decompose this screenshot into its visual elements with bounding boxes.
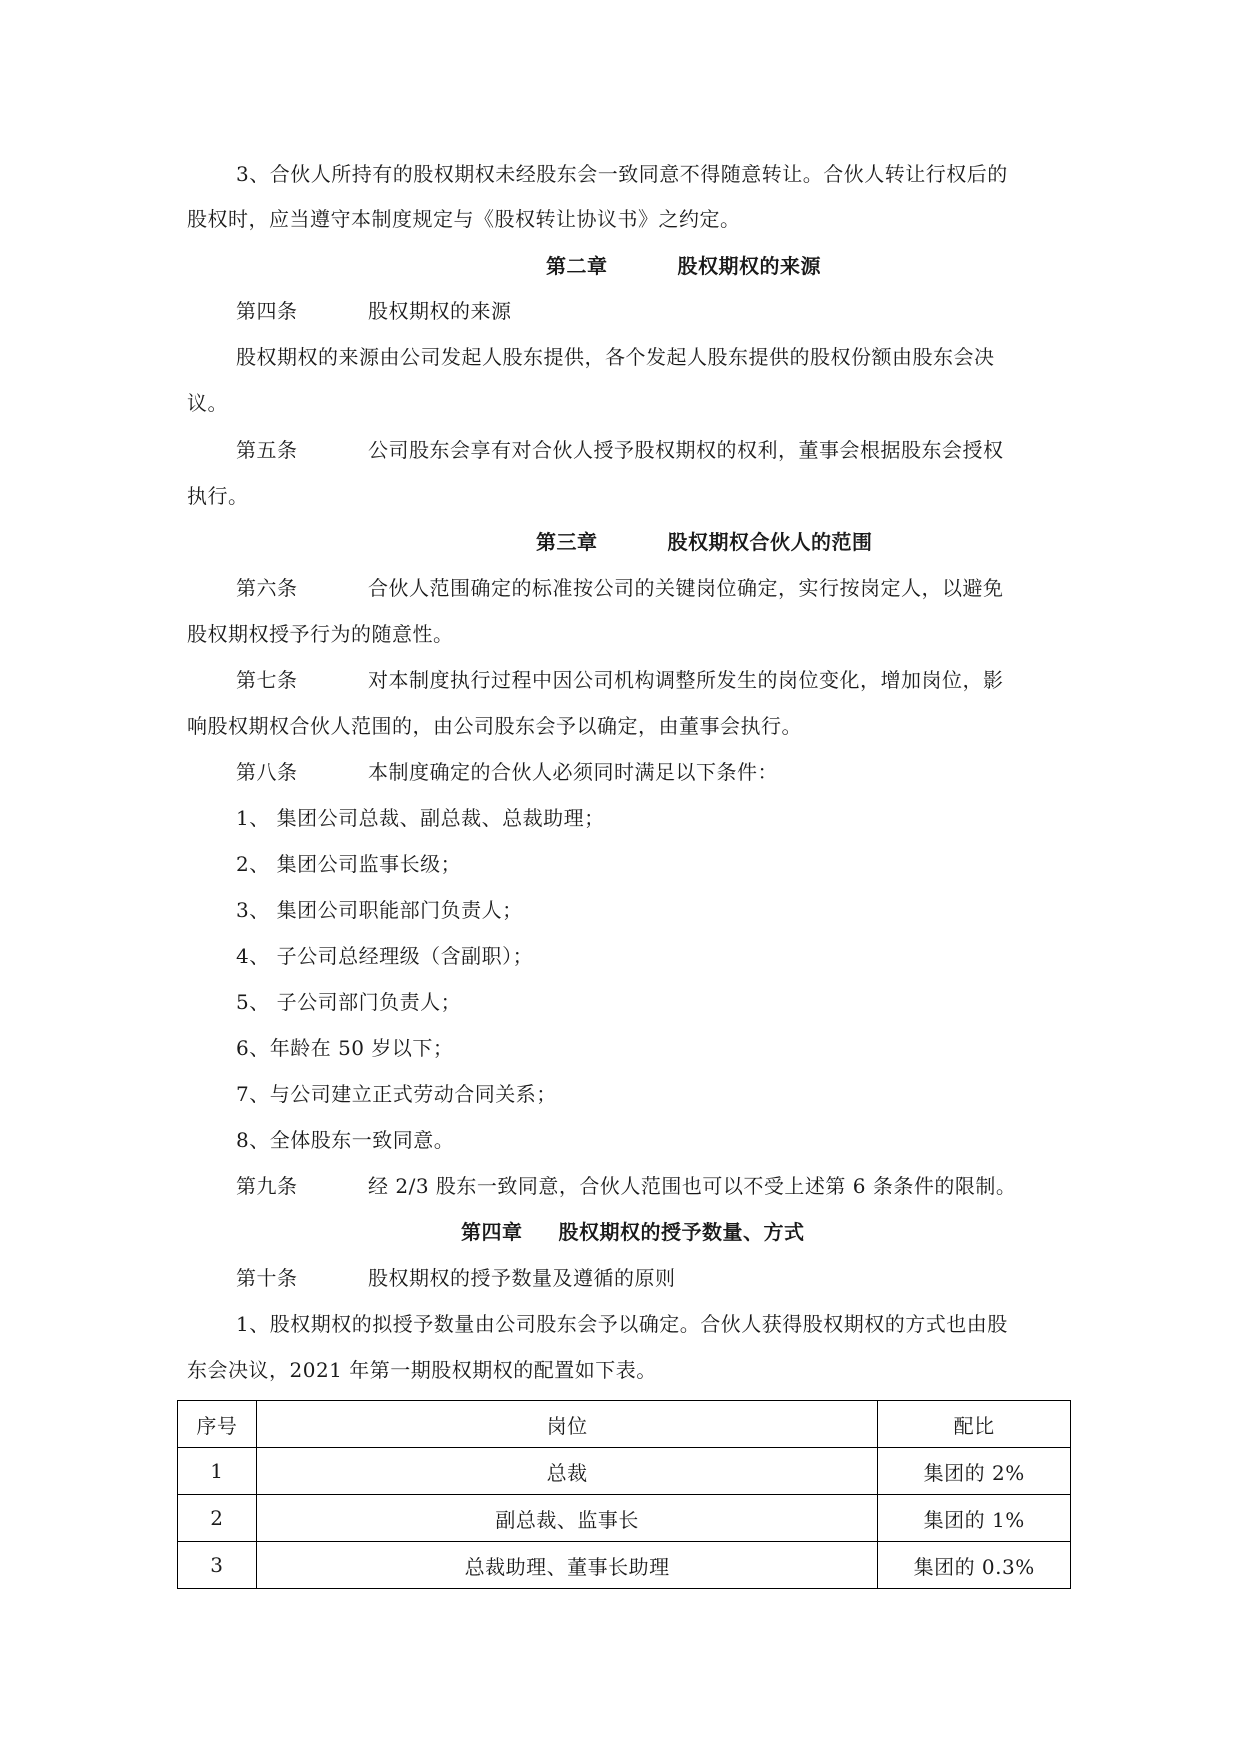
article-8-line-1 [236, 758, 778, 786]
condition-8: 8、全体股东一致同意。 [236, 1128, 455, 1152]
condition-5: 5、 子公司部门负责人； [236, 990, 462, 1014]
article-7-text: 对本制度执行过程中因公司机构调整所发生的岗位变化，增加岗位，影 [368, 668, 1004, 692]
chapter-2-title: 股权期权的来源 [677, 254, 821, 278]
article-5-line-1 [236, 436, 1004, 464]
article-10-heading [236, 1264, 676, 1292]
allocation-table [177, 1400, 1071, 1589]
paragraph-3-line-2: 股权时，应当遵守本制度规定与《股权转让协议书》之约定。 [187, 207, 741, 231]
article-9-text: 经 2/3 股东一致同意，合伙人范围也可以不受上述第 6 条条件的限制。 [368, 1174, 1017, 1198]
article-8-label: 第八条 [236, 760, 298, 784]
article-10-line-1: 1、股权期权的拟授予数量由公司股东会予以确定。合伙人获得股权期权的方式也由股 [236, 1312, 1008, 1336]
article-10-line-2: 东会决议，2021 年第一期股权期权的配置如下表。 [187, 1358, 657, 1382]
header-position: 岗位 [256, 1401, 878, 1448]
condition-7: 7、与公司建立正式劳动合同关系； [236, 1082, 557, 1106]
article-5-line-2: 执行。 [187, 484, 249, 508]
article-4-line-1: 股权期权的来源由公司发起人股东提供，各个发起人股东提供的股权份额由股东会决 [236, 345, 995, 369]
article-8-text: 本制度确定的合伙人必须同时满足以下条件： [368, 760, 778, 784]
cell-position: 总裁助理、董事长助理 [256, 1542, 878, 1589]
header-ratio: 配比 [878, 1401, 1071, 1448]
article-7-line-1 [236, 666, 1004, 694]
condition-2: 2、 集团公司监事长级； [236, 852, 462, 876]
cell-index: 2 [178, 1495, 257, 1542]
article-4-heading [236, 297, 512, 325]
condition-4: 4、 子公司总经理级（含副职）； [236, 944, 534, 968]
chapter-2-number: 第二章 [546, 254, 608, 278]
chapter-3-heading [536, 528, 873, 556]
cell-ratio: 集团的 2% [878, 1448, 1071, 1495]
article-9-line-1 [236, 1172, 1016, 1200]
cell-index: 3 [178, 1542, 257, 1589]
chapter-4-title: 股权期权的授予数量、方式 [558, 1220, 805, 1244]
chapter-4-number: 第四章 [461, 1220, 523, 1244]
article-5-label: 第五条 [236, 438, 298, 462]
chapter-3-number: 第三章 [536, 530, 598, 554]
chapter-2-heading [546, 252, 821, 280]
condition-6: 6、年龄在 50 岁以下； [236, 1036, 454, 1060]
cell-ratio: 集团的 1% [878, 1495, 1071, 1542]
article-4-title: 股权期权的来源 [368, 299, 512, 323]
article-7-line-2: 响股权期权合伙人范围的，由公司股东会予以确定，由董事会执行。 [187, 714, 802, 738]
cell-ratio: 集团的 0.3% [878, 1542, 1071, 1589]
condition-3: 3、 集团公司职能部门负责人； [236, 898, 523, 922]
condition-1: 1、 集团公司总裁、副总裁、总裁助理； [236, 806, 605, 830]
table-row [178, 1448, 1071, 1495]
article-6-text: 合伙人范围确定的标准按公司的关键岗位确定，实行按岗定人，以避免 [368, 576, 1004, 600]
article-6-line-1 [236, 574, 1004, 602]
article-4-line-2: 议。 [187, 391, 228, 415]
article-10-title: 股权期权的授予数量及遵循的原则 [368, 1266, 676, 1290]
paragraph-3-line-1: 3、合伙人所持有的股权期权未经股东会一致同意不得随意转让。合伙人转让行权后的 [236, 162, 1008, 186]
cell-position: 总裁 [256, 1448, 878, 1495]
table-row [178, 1495, 1071, 1542]
chapter-3-title: 股权期权合伙人的范围 [667, 530, 873, 554]
table-row [178, 1542, 1071, 1589]
table-header-row [178, 1401, 1071, 1448]
cell-position: 副总裁、监事长 [256, 1495, 878, 1542]
chapter-4-heading [461, 1218, 805, 1246]
article-7-label: 第七条 [236, 668, 298, 692]
article-6-label: 第六条 [236, 576, 298, 600]
article-6-line-2: 股权期权授予行为的随意性。 [187, 622, 454, 646]
article-10-label: 第十条 [236, 1266, 298, 1290]
cell-index: 1 [178, 1448, 257, 1495]
header-index: 序号 [178, 1401, 257, 1448]
article-9-label: 第九条 [236, 1174, 298, 1198]
article-5-text: 公司股东会享有对合伙人授予股权期权的权利，董事会根据股东会授权 [368, 438, 1004, 462]
article-4-label: 第四条 [236, 299, 298, 323]
